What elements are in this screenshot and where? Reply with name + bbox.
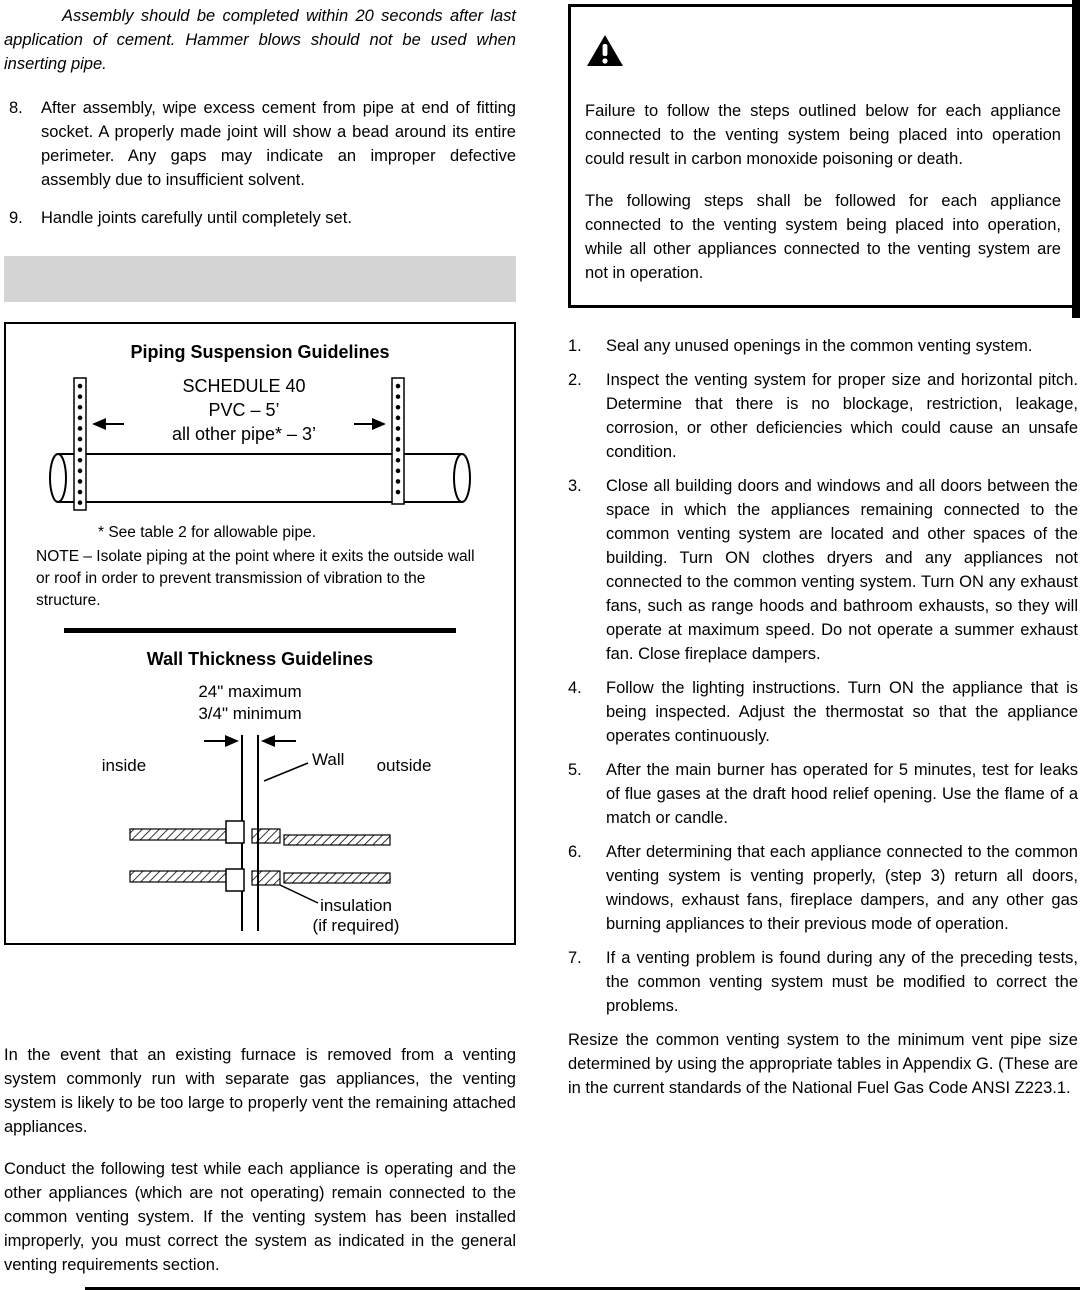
step-7 xyxy=(568,946,1078,1018)
page-edge-mark xyxy=(1072,0,1080,318)
step-4 xyxy=(568,676,1078,748)
step-text: If a venting problem is found during any of the preceding tests, the common venting system must be modified to correct the problems. xyxy=(606,949,1078,1015)
step-text: Follow the lighting instructions. Turn ON the appliance that is being inspected. Adjust the thermostat so that the appliance operates continuously. xyxy=(606,679,1078,745)
assembly-note-paragraph: Assembly should be completed within 20 seconds after last application of cement. Hammer blows should not be used when inserting pipe. xyxy=(4,7,516,73)
max-dimension-label: 24" maximum xyxy=(198,682,302,701)
resize-venting-paragraph: Resize the common venting system to the minimum vent pipe size determined by using the appropriate tables in Appendix G. (These are in the current standards of the National Fuel Gas Code ANSI Z223.1. xyxy=(568,1031,1078,1097)
insulation-label-line1: insulation xyxy=(320,896,392,915)
warning-box xyxy=(568,4,1078,308)
insulation-top xyxy=(252,829,280,843)
step-number: 5. xyxy=(568,761,582,779)
step-text: Close all building doors and windows and all doors between the space in which the appliances remaining connected to the common venting system are located and other spaces of the building. Turn ON clothes dryers and any appliances not connected to the common venting system. Turn ON any exhaust fans, such as range hoods and bathroom exhausts, so they will operate at maximum speed. Do not operate a summer exhaust fan. Close fireplace dampers. xyxy=(606,477,1078,663)
step-text: After the main burner has operated for 5 minutes, test for leaks of flue gases at the draft hood relief opening. Use the flame of a match or candle. xyxy=(606,761,1078,827)
inside-label: inside xyxy=(101,756,147,775)
wall-label: Wall xyxy=(312,750,345,769)
figure-footnote: * See table 2 for allowable pipe. xyxy=(98,524,317,541)
insulation-bottom xyxy=(252,871,280,885)
redacted-section-header-bar xyxy=(4,256,516,302)
min-dimension-label: 3/4" minimum xyxy=(198,704,302,723)
step-5 xyxy=(568,758,1078,830)
warning-paragraph-1: Failure to follow the steps outlined below for each appliance connected to the venting system being placed into operation could result in carbon monoxide poisoning or death. xyxy=(585,102,1061,168)
list-item-9 xyxy=(4,206,516,230)
list-item-number: 9. xyxy=(9,209,23,227)
right-column xyxy=(568,4,1078,1290)
arrow-right-strap xyxy=(372,418,386,430)
warning-icon-wrap xyxy=(585,33,1061,69)
schedule-label-line3: all other pipe* – 3’ xyxy=(171,424,317,444)
left-column xyxy=(4,4,516,1290)
list-item-text: After assembly, wipe excess cement from pipe at end of fitting socket. A properly made joint will show a bead around its entire perimeter. Any gaps may indicate an improper defective assembly due to insufficient solvent. xyxy=(41,99,516,189)
piping-guidelines-figure xyxy=(4,322,516,945)
step-1 xyxy=(568,334,1078,358)
step-number: 2. xyxy=(568,371,582,389)
step-number: 4. xyxy=(568,679,582,697)
pipe-wall-bottom-right xyxy=(284,873,390,883)
warning-icon xyxy=(585,33,625,69)
step-number: 7. xyxy=(568,949,582,967)
figure-title-wall-thickness: Wall Thickness Guidelines xyxy=(146,649,374,669)
figure-title-piping-suspension: Piping Suspension Guidelines xyxy=(130,342,390,362)
list-item-8 xyxy=(4,96,516,192)
schedule-label-line1: SCHEDULE 40 xyxy=(182,376,306,396)
step-2 xyxy=(568,368,1078,464)
conduct-test-paragraph: Conduct the following test while each appliance is operating and the other appliances (which are not operating) remain connected to the common venting system. If the venting system has been installed improperly, you must correct the system as indicated in the general venting requirements section. xyxy=(4,1160,516,1274)
piping-suspension-diagram xyxy=(12,372,508,520)
list-item-text: Handle joints carefully until completely set. xyxy=(41,209,352,227)
arrow-to-wall-left xyxy=(225,735,239,747)
step-number: 3. xyxy=(568,477,582,495)
arrow-left-strap xyxy=(92,418,106,430)
list-item-number: 8. xyxy=(9,99,23,117)
existing-furnace-paragraph: In the event that an existing furnace is removed from a venting system commonly run with separate gas appliances, the venting system is likely to be too large to properly vent the remaining attached appliances. xyxy=(4,1046,516,1136)
pipe-wall-bottom-left xyxy=(130,871,228,882)
pipe-wall-top-left xyxy=(130,829,228,840)
step-6 xyxy=(568,840,1078,936)
figure-divider xyxy=(64,628,456,633)
step-text: After determining that each appliance connected to the common venting system is venting properly, (step 3) return all doors, windows, exhaust fans, fireplace dampers, and any other gas burning appliances to their previous mode of operation. xyxy=(606,843,1078,933)
step-number: 6. xyxy=(568,843,582,861)
step-text: Seal any unused openings in the common venting system. xyxy=(606,337,1033,355)
step-3 xyxy=(568,474,1078,666)
step-number: 1. xyxy=(568,337,582,355)
outside-label: outside xyxy=(376,756,432,775)
insulation-label-line2: (if required) xyxy=(312,916,400,935)
step-text: Inspect the venting system for proper size and horizontal pitch. Determine that there is no blockage, restriction, leakage, corrosion, or other deficiencies which could cause an unsafe condition. xyxy=(606,371,1078,461)
pipe-wall-top-right xyxy=(284,835,390,845)
arrow-to-wall-right xyxy=(261,735,275,747)
warning-paragraph-2: The following steps shall be followed for each appliance connected to the venting system being placed into operation, while all other appliances connected to the venting system are not in operation. xyxy=(585,192,1061,282)
schedule-label-line2: PVC – 5’ xyxy=(208,400,280,420)
coupling-top xyxy=(226,821,244,843)
coupling-bottom xyxy=(226,869,244,891)
wall-thickness-diagram xyxy=(12,679,508,935)
figure-note: NOTE – Isolate piping at the point where it exits the outside wall or roof in order to prevent transmission of vibration to the structure. xyxy=(36,548,475,609)
